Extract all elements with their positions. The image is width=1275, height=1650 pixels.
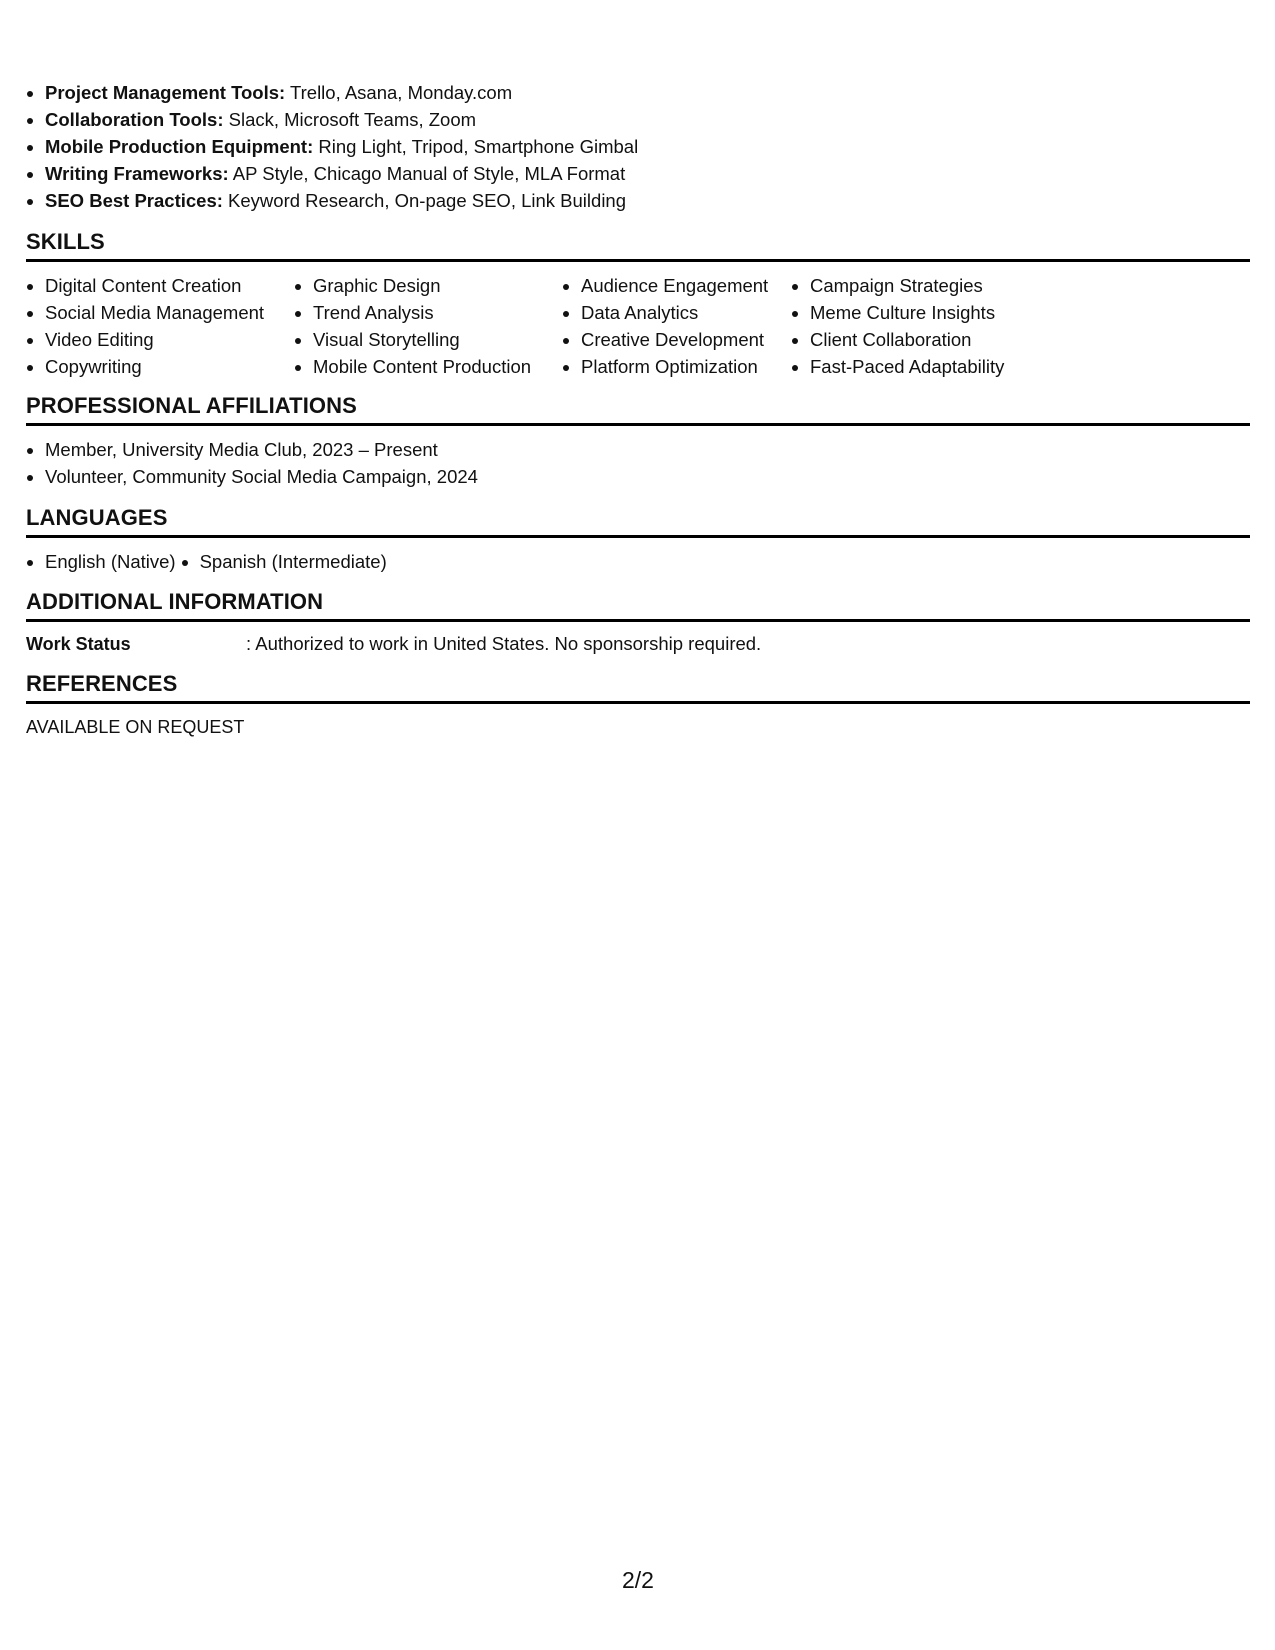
references-text: AVAILABLE ON REQUEST (26, 717, 245, 737)
tool-label: Writing Frameworks: (45, 163, 229, 184)
additional-info-heading: ADDITIONAL INFORMATION (26, 589, 1250, 622)
skill-item: • Creative Development (581, 326, 791, 353)
affiliations-heading: PROFESSIONAL AFFILIATIONS (26, 393, 1250, 426)
skill-item: • Trend Analysis (313, 299, 562, 326)
languages-heading: LANGUAGES (26, 505, 1250, 538)
skills-column (791, 272, 1060, 380)
skills-column (294, 272, 562, 380)
work-status-row (26, 632, 761, 656)
skill-item: • Digital Content Creation (45, 272, 294, 299)
resume-page (26, 0, 1250, 1650)
work-status-label: Work Status (26, 634, 131, 654)
page-number: 2/2 (622, 1567, 654, 1593)
tool-item (45, 133, 638, 160)
tool-value: Ring Light, Tripod, Smartphone Gimbal (313, 136, 639, 157)
skill-item: • Platform Optimization (581, 353, 791, 380)
skill-item: • Campaign Strategies (810, 272, 1060, 299)
languages-list (26, 548, 387, 575)
affiliations-list (26, 436, 478, 490)
tool-value: Trello, Asana, Monday.com (285, 82, 513, 103)
tools-list (26, 79, 638, 214)
tool-label: Mobile Production Equipment: (45, 136, 314, 157)
skill-item: • Visual Storytelling (313, 326, 562, 353)
skill-item: • Meme Culture Insights (810, 299, 1060, 326)
references-heading: REFERENCES (26, 671, 1250, 704)
skill-item: • Data Analytics (581, 299, 791, 326)
skill-item: • Fast-Paced Adaptability (810, 353, 1060, 380)
skill-item: • Copywriting (45, 353, 294, 380)
tool-item (45, 160, 638, 187)
skills-grid (26, 272, 1060, 380)
tool-label: Project Management Tools: (45, 82, 286, 103)
tool-label: Collaboration Tools: (45, 109, 224, 130)
work-status-value: : Authorized to work in United States. No sponsorship required. (246, 633, 762, 654)
tool-item (45, 79, 638, 106)
tool-label: SEO Best Practices: (45, 190, 223, 211)
language-item: • Spanish (Intermediate) (200, 548, 387, 575)
affiliation-item: • Volunteer, Community Social Media Campaign, 2024 (45, 463, 478, 490)
tool-value: Slack, Microsoft Teams, Zoom (223, 109, 477, 130)
affiliation-item: • Member, University Media Club, 2023 – Present (45, 436, 478, 463)
skill-item: • Mobile Content Production (313, 353, 562, 380)
skill-item: • Social Media Management (45, 299, 294, 326)
skill-item: • Audience Engagement (581, 272, 791, 299)
skills-column (26, 272, 294, 380)
skills-heading: SKILLS (26, 229, 1250, 262)
language-item: • English (Native) (45, 548, 176, 575)
tool-item (45, 187, 638, 214)
skill-item: • Video Editing (45, 326, 294, 353)
tool-value: Keyword Research, On-page SEO, Link Building (222, 190, 627, 211)
tool-value: AP Style, Chicago Manual of Style, MLA Format (228, 163, 626, 184)
tool-item (45, 106, 638, 133)
skills-column (562, 272, 791, 380)
skill-item: • Client Collaboration (810, 326, 1060, 353)
skill-item: • Graphic Design (313, 272, 562, 299)
